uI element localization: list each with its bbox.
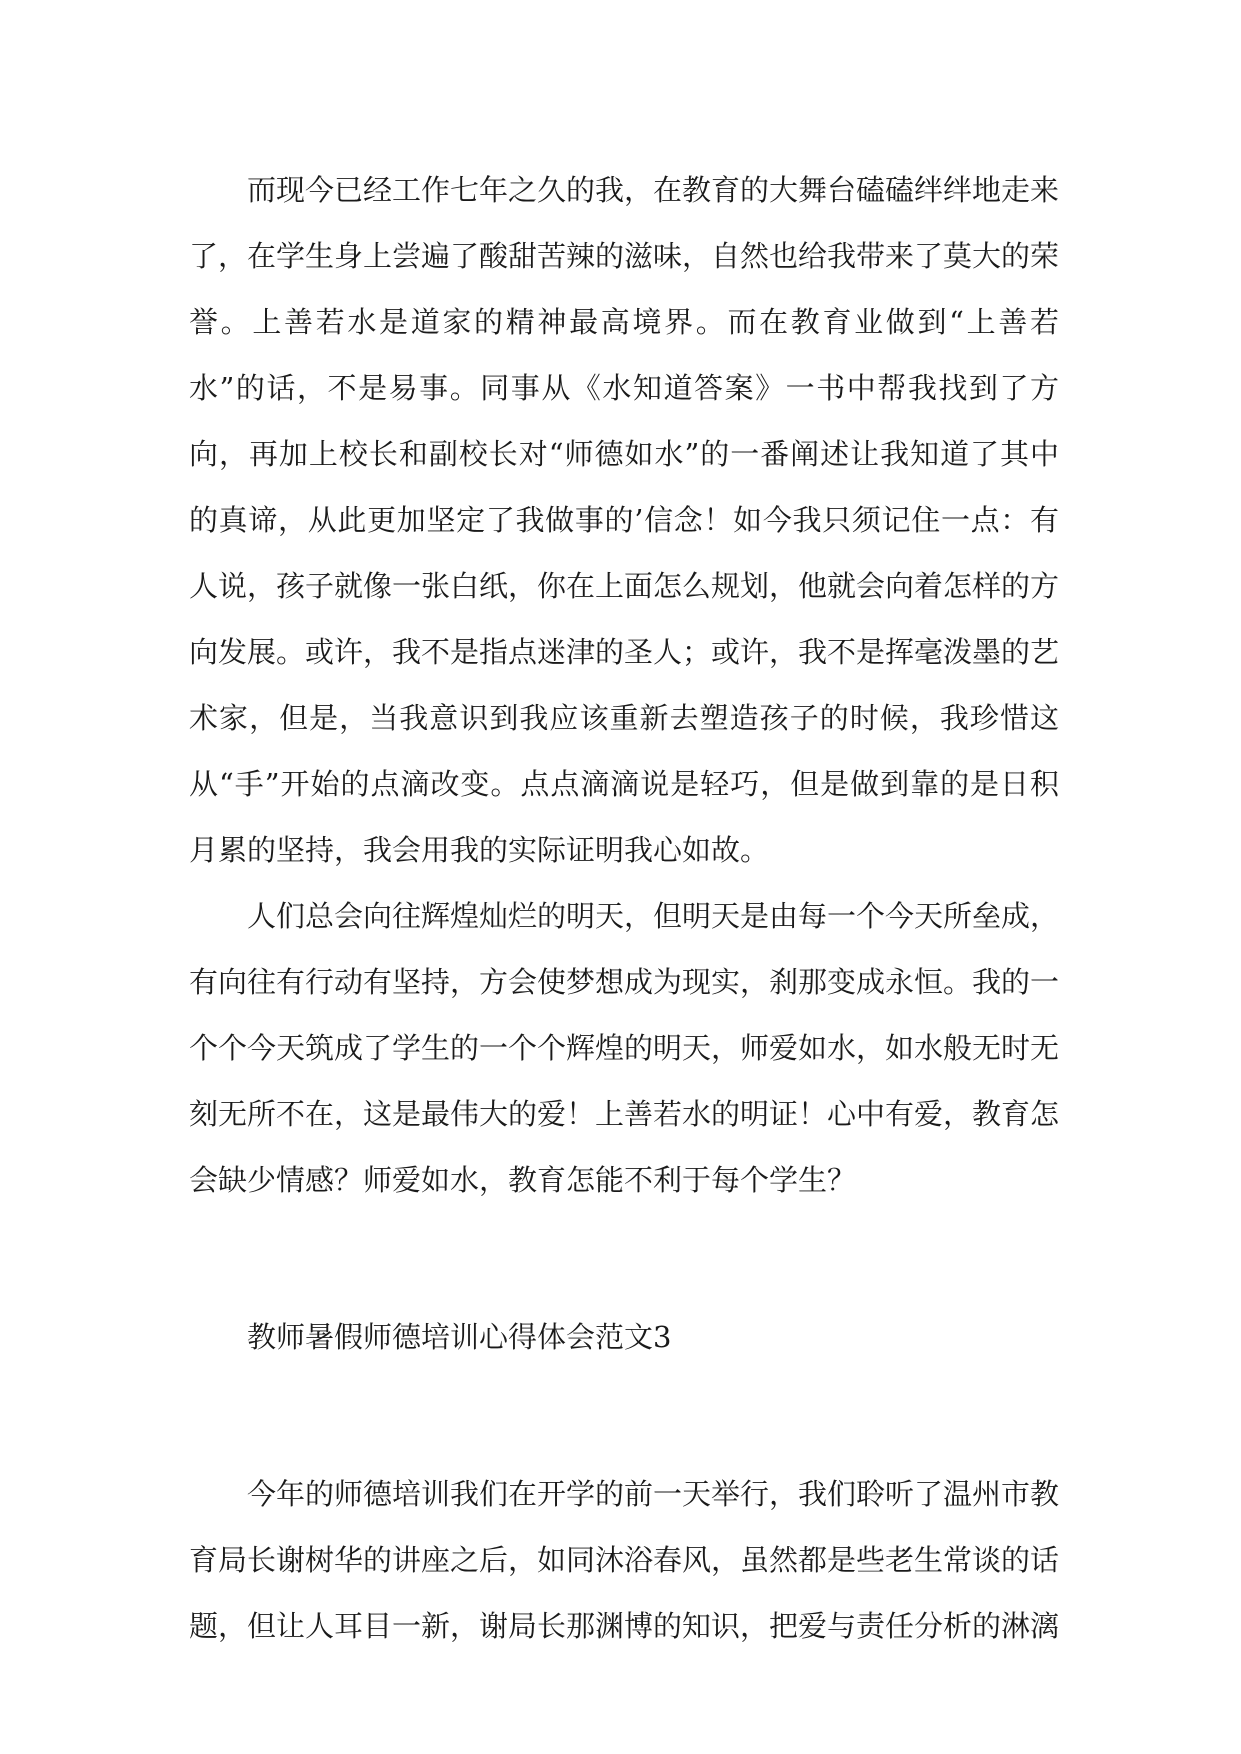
document-body — [189, 157, 1059, 1659]
paragraph-teaching-experience: 而现今已经工作七年之久的我，在教育的大舞台磕磕绊绊地走来了，在学生身上尝遍了酸甜苦辣的滋味，自然也给我带来了莫大的荣誉。上善若水是道家的精神最高境界。而在教育业做到“上善若水”的话，不是易事。同事从《水知道答案》一书中帮我找到了方向，再加上校长和副校长对“师德如水”的一番阐述让我知道了其中的真谛，从此更加坚定了我做事的’信念！如今我只须记住一点：有人说，孩子就像一张白纸，你在上面怎么规划，他就会向着怎样的方向发展。或许，我不是指点迷津的圣人；或许，我不是挥毫泼墨的艺术家，但是，当我意识到我应该重新去塑造孩子的时候，我珍惜这从“手”开始的点滴改变。点点滴滴说是轻巧，但是做到靠的是日积月累的坚持，我会用我的实际证明我心如故。 — [189, 173, 1060, 867]
paragraph-ethics-training: 今年的师德培训我们在开学的前一天举行，我们聆听了温州市教育局长谢树华的讲座之后，如同沐浴春风，虽然都是些老生常谈的话题，但让人耳目一新，谢局长那渊博的知识，把爱与责任分析的淋漓 — [189, 1477, 1060, 1643]
paragraph-bright-tomorrow: 人们总会向往辉煌灿烂的明天，但明天是由每一个今天所垒成，有向往有行动有坚持，方会使梦想成为现实，刹那变成永恒。我的一个个今天筑成了学生的一个个辉煌的明天，师爱如水，如水般无时无刻无所不在，这是最伟大的爱！上善若水的明证！心中有爱，教育怎会缺少情感？师爱如水，教育怎能不利于每个学生？ — [189, 899, 1060, 1197]
section-heading: 教师暑假师德培训心得体会范文3 — [247, 1320, 672, 1354]
